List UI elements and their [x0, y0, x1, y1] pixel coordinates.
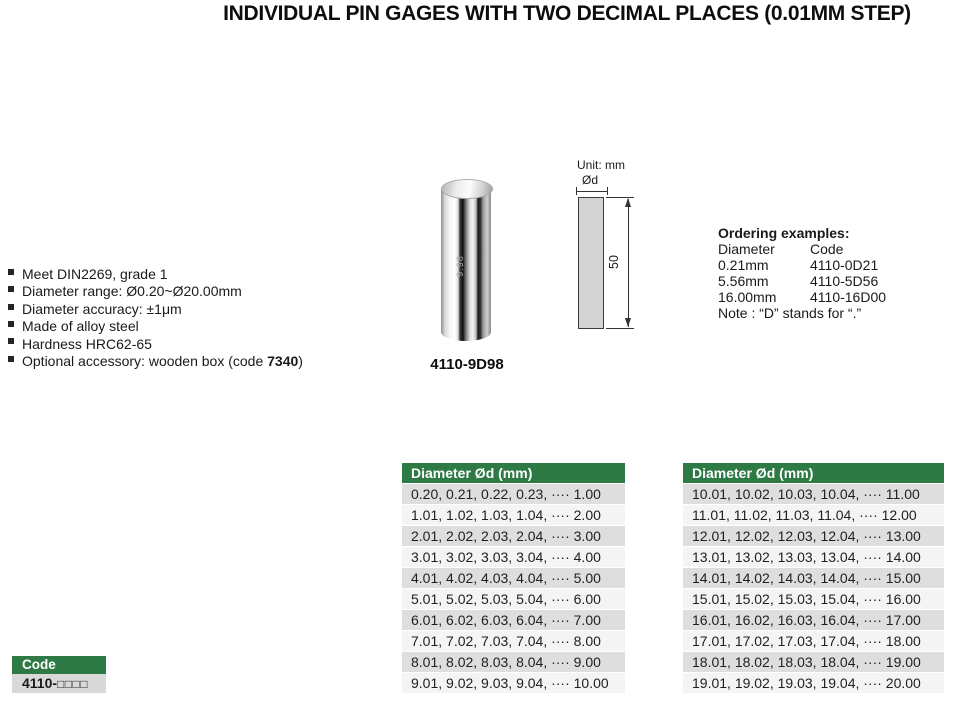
table-header: Diameter Ød (mm) [402, 463, 625, 484]
table-row: 2.01, 2.02, 2.03, 2.04, ···· 3.00 [402, 526, 625, 547]
diameter-dimension-label: Ød [582, 173, 599, 187]
page-title: INDIVIDUAL PIN GAGES WITH TWO DECIMAL PLACES (0.01MM STEP) [223, 2, 911, 25]
arrow-down-icon [625, 318, 631, 327]
table-row: 14.01, 14.02, 14.03, 14.04, ···· 15.00 [683, 568, 944, 589]
arrow-up-icon [625, 198, 631, 207]
table-row: 8.01, 8.02, 8.03, 8.04, ···· 9.00 [402, 652, 625, 673]
col-diameter: Diameter [718, 241, 775, 257]
pin-gage-photo [441, 179, 491, 347]
ordering-code: 4110-16D00 [810, 289, 887, 305]
square-bullet-icon [8, 338, 14, 344]
accessory-suffix: ) [298, 353, 303, 370]
table-row: 13.01, 13.02, 13.03, 13.04, ···· 14.00 [683, 547, 944, 568]
unit-label: Unit: mm [577, 158, 625, 172]
table-row: 7.01, 7.02, 7.03, 7.04, ···· 8.00 [402, 631, 625, 652]
extension-line [606, 328, 634, 329]
feature-text: Made of alloy steel [22, 318, 139, 335]
table-row: 0.20, 0.21, 0.22, 0.23, ···· 1.00 [402, 484, 625, 505]
code-prefix: 4110- [22, 675, 58, 691]
ordering-diameter: 0.21mm [718, 257, 769, 273]
square-bullet-icon [8, 304, 14, 310]
ordering-diameter: 5.56mm [718, 273, 769, 289]
code-box-header: Code [12, 656, 106, 674]
table-row: 6.01, 6.02, 6.03, 6.04, ···· 7.00 [402, 610, 625, 631]
table-row: 3.01, 3.02, 3.03, 3.04, ···· 4.00 [402, 547, 625, 568]
feature-item-accessory [8, 353, 303, 370]
ordering-examples [718, 225, 886, 321]
diameter-dimension-line [576, 191, 608, 192]
feature-item [8, 266, 303, 283]
table-row: 17.01, 17.02, 17.03, 17.04, ···· 18.00 [683, 631, 944, 652]
square-bullet-icon [8, 321, 14, 327]
table-row: 10.01, 10.02, 10.03, 10.04, ···· 11.00 [683, 484, 944, 505]
product-code-label: 4110-9D98 [430, 356, 504, 373]
feature-text [22, 353, 303, 370]
table-row: 19.01, 19.02, 19.03, 19.04, ···· 20.00 [683, 673, 944, 694]
table-row: 16.01, 16.02, 16.03, 16.04, ···· 17.00 [683, 610, 944, 631]
table-header: Diameter Ød (mm) [683, 463, 944, 484]
dimension-tick [607, 187, 608, 195]
square-bullet-icon [8, 356, 14, 362]
table-row: 12.01, 12.02, 12.03, 12.04, ···· 13.00 [683, 526, 944, 547]
code-placeholder-squares: □□□□ [57, 677, 89, 691]
code-box [12, 656, 106, 693]
feature-item [8, 336, 303, 353]
ordering-column-headers [718, 241, 886, 257]
pin-engraving: 9.98 [454, 255, 465, 277]
pin-outline-rect [578, 197, 604, 329]
table-row: 18.01, 18.02, 18.03, 18.04, ···· 19.00 [683, 652, 944, 673]
table-row: 1.01, 1.02, 1.03, 1.04, ···· 2.00 [402, 505, 625, 526]
ordering-row [718, 257, 886, 273]
feature-item [8, 318, 303, 335]
length-dimension-line [628, 199, 629, 327]
diameter-table-2 [683, 463, 944, 694]
square-bullet-icon [8, 269, 14, 275]
diameter-table-1 [402, 463, 625, 694]
table-row: 4.01, 4.02, 4.03, 4.04, ···· 5.00 [402, 568, 625, 589]
dimension-drawing [565, 156, 657, 348]
ordering-heading: Ordering examples: [718, 225, 850, 241]
ordering-row [718, 289, 886, 305]
feature-text: Diameter range: Ø0.20~Ø20.00mm [22, 283, 242, 300]
ordering-diameter: 16.00mm [718, 289, 777, 305]
table-row: 15.01, 15.02, 15.03, 15.04, ···· 16.00 [683, 589, 944, 610]
feature-text: Diameter accuracy: ±1μm [22, 300, 182, 317]
feature-item [8, 301, 303, 318]
ordering-code: 4110-5D56 [810, 273, 879, 289]
accessory-prefix: Optional accessory: wooden box (code [22, 353, 268, 370]
table-row: 11.01, 11.02, 11.03, 11.04, ···· 12.00 [683, 505, 944, 526]
col-code: Code [810, 241, 844, 257]
dimension-tick [576, 187, 577, 195]
square-bullet-icon [8, 286, 14, 292]
table-row: 5.01, 5.02, 5.03, 5.04, ···· 6.00 [402, 589, 625, 610]
ordering-code: 4110-0D21 [810, 257, 879, 273]
feature-list [8, 266, 303, 370]
ordering-note: Note : “D” stands for “.” [718, 305, 862, 321]
feature-text: Hardness HRC62-65 [22, 335, 152, 352]
code-box-value [12, 674, 106, 693]
length-dimension-label: 50 [606, 255, 621, 269]
pin-top-face [441, 179, 493, 199]
ordering-row [718, 273, 886, 289]
feature-text: Meet DIN2269, grade 1 [22, 266, 168, 282]
accessory-code: 7340 [267, 353, 299, 370]
feature-item [8, 283, 303, 300]
pin-cylinder [441, 188, 491, 341]
table-row: 9.01, 9.02, 9.03, 9.04, ···· 10.00 [402, 673, 625, 694]
